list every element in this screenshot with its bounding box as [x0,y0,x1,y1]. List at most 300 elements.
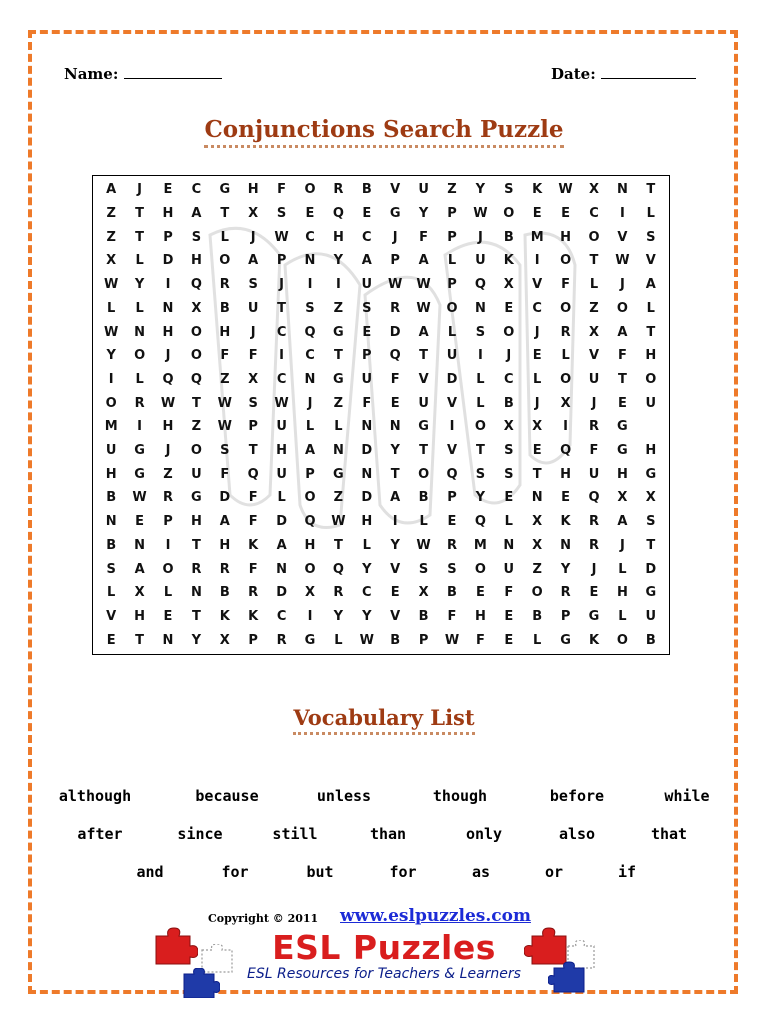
grid-letter: T [646,537,656,553]
grid-letter: P [447,229,457,245]
grid-letter: W [558,182,573,198]
grid-letter: K [248,537,259,553]
grid-letter: Q [474,277,486,293]
grid-letter: U [588,371,600,387]
grid-letter: L [447,324,457,340]
grid-letter: K [588,632,600,648]
grid-letter: N [276,561,288,577]
grid-letter: B [532,608,543,624]
grid-letter: B [503,395,514,411]
vocab-word: or [544,863,564,881]
grid-letter: S [248,277,258,293]
vocab-word: than [369,825,407,843]
grid-letter: L [305,419,315,435]
grid-letter: J [477,229,483,245]
vocab-word: for [221,863,249,881]
grid-letter: Z [220,371,230,387]
grid-letter: U [276,466,287,482]
grid-letter: X [503,419,514,435]
grid-letter: E [532,348,542,364]
grid-letter: A [191,206,202,222]
grid-letter: I [307,277,313,293]
grid-letter: L [589,277,599,293]
grid-letter: L [419,514,428,530]
grid-letter: F [220,466,230,482]
grid-letter: I [279,348,285,364]
grid-letter: J [165,443,171,459]
grid-letter: G [617,443,628,459]
vocab-word: for [389,863,417,881]
grid-letter: E [504,490,514,506]
grid-letter: V [532,277,543,293]
copyright-text: Copyright © 2011 [208,912,319,925]
grid-letter: A [390,490,401,506]
grid-letter: N [332,443,344,459]
grid-letter: G [560,632,571,648]
grid-letter: D [219,490,231,506]
grid-letter: J [250,229,256,245]
grid-letter: L [107,585,116,601]
grid-letter: T [277,300,287,316]
grid-letter: O [645,371,657,387]
grid-letter: H [105,466,117,482]
grid-letter: A [418,324,429,340]
grid-letter: R [219,561,230,577]
grid-letter: O [446,300,458,316]
grid-letter: B [418,490,429,506]
website-link[interactable]: www.eslpuzzles.com [340,906,531,926]
grid-letter: N [361,419,373,435]
vocab-word: as [471,863,491,881]
grid-letter: W [388,277,403,293]
grid-letter: C [589,206,599,222]
grid-letter: T [646,324,656,340]
grid-letter: X [418,585,429,601]
vocab-word: because [195,787,259,805]
grid-letter: L [135,371,144,387]
grid-letter: O [474,561,486,577]
grid-letter: V [418,371,429,387]
grid-letter: E [475,585,485,601]
grid-letter: Y [333,608,344,624]
grid-letter: J [165,348,171,364]
vocabulary-title [0,705,768,730]
grid-letter: H [190,514,202,530]
grid-letter: G [645,466,657,482]
grid-letter: V [106,608,117,624]
grid-letter: H [219,537,231,553]
grid-letter: N [474,300,486,316]
grid-letter: H [162,419,174,435]
grid-letter: T [589,253,599,269]
grid-letter: L [476,371,485,387]
grid-letter: L [561,348,570,364]
grid-letter: V [390,561,401,577]
grid-letter: X [219,632,230,648]
grid-letter: N [560,537,572,553]
grid-letter: N [162,300,174,316]
grid-letter: H [332,229,344,245]
grid-letter: F [561,277,571,293]
grid-letter: U [446,348,458,364]
grid-letter: G [333,324,344,340]
grid-letter: D [361,443,373,459]
grid-letter: Y [191,632,202,648]
grid-letter: H [162,206,174,222]
grid-letter: E [532,443,542,459]
grid-letter: U [418,395,429,411]
grid-letter: R [333,585,344,601]
grid-letter: Y [134,277,145,293]
grid-letter [637,415,665,439]
vocab-word: since [177,825,223,843]
grid-letter: N [616,182,628,198]
grid-letter: D [645,561,657,577]
word-search-grid [92,175,670,655]
grid-letter: K [219,608,230,624]
grid-letter: R [276,632,287,648]
grid-letter: B [645,632,656,648]
grid-letter: O [134,348,146,364]
grid-letter: V [446,443,458,459]
grid-letter: L [107,300,116,316]
grid-letter: E [504,300,514,316]
grid-letter: L [504,514,513,530]
grid-letter: D [389,324,401,340]
grid-letter: F [589,443,599,459]
grid-letter: L [135,253,144,269]
grid-letter: C [276,324,287,340]
grid-letter: Q [190,277,202,293]
grid-letter: W [160,395,176,411]
grid-letter: L [277,490,286,506]
grid-letter: L [163,585,173,601]
grid-letter: H [276,443,288,459]
grid-letter: S [504,443,514,459]
grid-letter: P [447,277,457,293]
grid-letter: A [276,537,287,553]
puzzle-title [0,116,768,143]
grid-letter: Q [474,514,486,530]
grid-letter: Q [332,561,344,577]
grid-letter: J [591,561,597,577]
grid-letter: D [361,490,373,506]
grid-letter: N [190,585,202,601]
grid-letter: S [504,466,514,482]
grid-letter: R [219,277,230,293]
vocab-word: still [272,825,318,843]
grid-letter: O [560,371,572,387]
grid-letter: S [276,206,287,222]
grid-letter: T [191,537,201,553]
grid-letter: Z [532,561,542,577]
grid-letter: U [645,608,657,624]
grid-letter: V [617,229,628,245]
grid-letter: U [361,277,373,293]
grid-letter: E [561,490,571,506]
grid-letter: X [617,490,628,506]
grid-letter: F [419,229,429,245]
grid-letter: E [589,585,599,601]
grid-letter: G [617,419,628,435]
grid-letter: I [619,206,625,222]
grid-letter: H [560,466,572,482]
grid-letter: P [362,348,372,364]
grid-letter: T [191,395,201,411]
grid-letter: O [190,348,202,364]
grid-letter: L [362,537,371,553]
grid-letter: A [106,182,117,198]
grid-letter: Y [475,182,486,198]
grid-letter: G [304,632,316,648]
vocab-word: but [306,863,334,881]
grid-letter: N [389,419,401,435]
grid-letter: X [532,537,543,553]
grid-letter: E [135,514,145,530]
grid-letter: P [390,253,400,269]
grid-letter: N [503,537,515,553]
grid-letter: I [165,277,171,293]
vocab-word: though [432,787,488,805]
grid-letter: T [333,537,343,553]
grid-letter: A [304,443,316,459]
grid-letter: R [162,490,173,506]
grid-letter: I [108,371,114,387]
grid-letter: T [419,443,429,459]
grid-letter: R [588,537,599,553]
grid-letter: Y [362,608,372,624]
grid-letter: V [588,348,600,364]
grid-letter: A [617,514,628,530]
grid-letter: L [533,371,542,387]
grid-letter: C [276,371,287,387]
vocab-word: only [465,825,503,843]
grid-letter: B [361,182,372,198]
grid-letter: C [276,608,287,624]
grid-letter: E [504,608,514,624]
grid-letter: J [137,182,143,198]
grid-letter: W [217,419,232,435]
grid-letter: R [560,324,571,340]
grid-letter: E [163,182,173,198]
grid-letter: Q [560,443,572,459]
grid-letter: J [619,277,625,293]
grid-letter: V [446,395,458,411]
grid-letter: A [134,561,145,577]
grid-letter: E [617,395,627,411]
grid-letter: L [533,632,542,648]
grid-letter: G [333,371,344,387]
grid-letter: X [304,585,315,601]
grid-letter: G [219,182,231,198]
grid-letter: S [646,229,656,245]
grid-letter: P [248,632,258,648]
grid-letter: Q [304,514,316,530]
grid-letter: X [588,324,599,340]
grid-letter: J [506,348,512,364]
grid-letter: I [335,277,341,293]
grid-letter: U [191,466,202,482]
grid-letter: Y [418,206,429,222]
grid-letter: S [191,229,202,245]
grid-letter: J [534,395,540,411]
grid-letter: G [418,419,429,435]
grid-letter: T [475,443,485,459]
grid-letter: L [646,300,655,316]
grid-letter: B [390,632,401,648]
grid-letter: Y [390,537,400,553]
grid-letter: S [248,395,258,411]
grid-letter: H [645,443,657,459]
grid-letter: Q [162,371,174,387]
grid-letter: G [134,443,145,459]
grid-letter: X [560,395,571,411]
grid-letter: W [615,253,630,269]
grid-letter: X [532,514,543,530]
grid-letter: E [390,395,400,411]
grid-letter: F [504,585,514,601]
date-blank [601,64,696,79]
name-field [64,64,222,83]
grid-letter: N [134,537,146,553]
grid-letter: H [645,348,657,364]
grid-letter: E [504,632,514,648]
grid-letter: U [503,561,515,577]
grid-letter: A [418,253,429,269]
grid-letter: Z [163,466,173,482]
grid-letter: O [190,443,202,459]
grid-letter: J [392,229,398,245]
grid-letter: J [534,324,540,340]
grid-letter: S [475,324,486,340]
grid-letter: Z [447,182,457,198]
grid-letter: E [106,632,116,648]
grid-letter: I [449,419,455,435]
grid-letter: H [247,182,259,198]
grid-letter: L [618,561,627,577]
grid-letter: O [219,253,231,269]
grid-letter: L [135,300,144,316]
grid-letter: C [532,300,542,316]
grid-letter: L [476,395,485,411]
grid-letter: H [219,324,231,340]
grid-letter: F [475,632,485,648]
grid-letter: I [307,608,313,624]
grid-letter: P [305,466,315,482]
grid-letter: U [276,419,287,435]
date-field [551,64,696,83]
grid-letter: J [619,537,625,553]
grid-letter: Q [304,324,316,340]
grid-letter: P [163,514,173,530]
grid-letter: N [531,490,543,506]
grid-letter: Q [332,206,344,222]
grid-letter: Z [333,395,344,411]
grid-letter: K [503,253,514,269]
grid-letter: G [134,466,145,482]
grid-letter: L [646,206,655,222]
grid-letter: W [444,632,460,648]
grid-letter: Q [389,348,401,364]
grid-letter: H [616,585,628,601]
grid-letter: Z [106,229,116,245]
grid-letter: F [220,348,230,364]
grid-letter: I [392,514,398,530]
grid-letter: F [447,608,457,624]
grid-letter: X [191,300,202,316]
grid-letter: P [447,490,457,506]
grid-letter: A [219,514,230,530]
grid-letter: A [248,253,259,269]
grid-letter: W [359,632,374,648]
grid-letter: F [248,514,258,530]
grid-letter: W [416,537,431,553]
grid-letter: F [362,395,372,411]
name-blank [124,64,222,79]
grid-letter: R [560,585,571,601]
grid-letter: T [248,443,258,459]
grid-letter: S [504,182,514,198]
grid-letter: Y [475,490,486,506]
grid-letter: E [561,206,571,222]
grid-letter: O [304,490,316,506]
grid-letter: T [617,371,627,387]
grid-letter: E [447,514,457,530]
grid-letter: J [307,395,313,411]
grid-letter: S [646,514,656,530]
grid-letter: H [361,514,373,530]
vocab-word: after [77,825,123,843]
grid-letter: C [504,371,514,387]
grid-letter: V [645,253,656,269]
grid-letter: F [390,371,400,387]
grid-letter: W [132,490,147,506]
grid-letter: K [560,514,571,530]
grid-letter: D [162,253,174,269]
grid-letter: X [645,490,656,506]
grid-letter: O [162,561,174,577]
grid-letter: O [560,300,572,316]
grid-letter: A [617,324,628,340]
grid-letter: U [418,182,429,198]
grid-letter: V [390,182,401,198]
grid-letter: N [361,466,373,482]
grid-letter: I [477,348,483,364]
grid-letter: H [474,608,486,624]
grid-letter: H [560,229,572,245]
grid-letter: P [418,632,429,648]
grid-letter: U [645,395,657,411]
grid-letter: S [447,561,457,577]
grid-letter: N [105,514,117,530]
grid-letter: N [304,371,316,387]
grid-letter: P [163,229,173,245]
grid-letter: G [588,608,600,624]
grid-letter: T [191,608,201,624]
grid-letter: O [588,229,600,245]
grid-letter: O [503,324,515,340]
grid-letter: Y [106,348,116,364]
grid-letter: H [304,537,316,553]
grid-letter: I [563,419,569,435]
grid-letter: W [104,324,119,340]
grid-letter: U [361,371,373,387]
grid-letter: E [362,324,372,340]
grid-letter: B [106,537,117,553]
grid-letter: R [446,537,457,553]
grid-letter: O [616,632,628,648]
grid-letter: R [248,585,259,601]
